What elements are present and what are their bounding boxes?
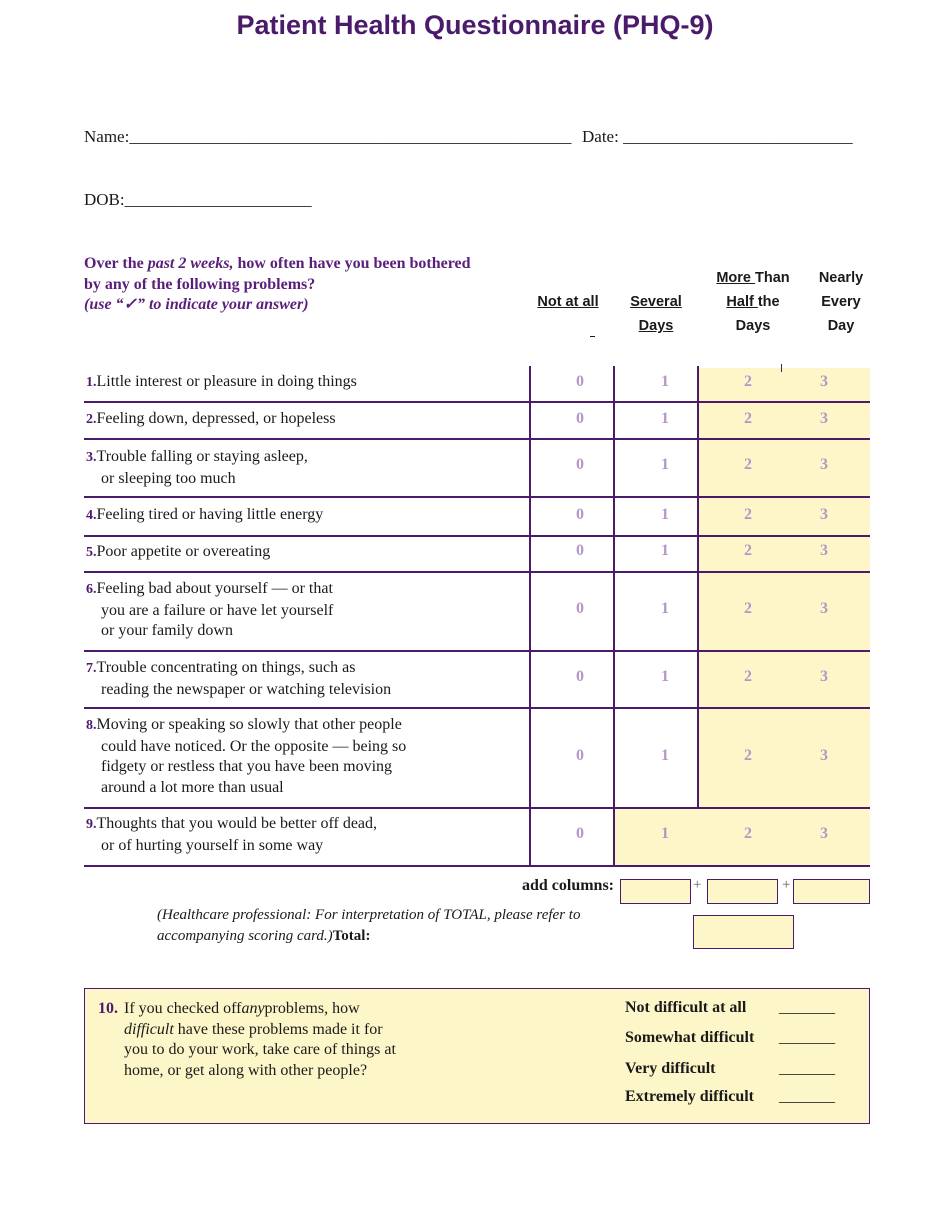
dob-field[interactable]: DOB:______________________ xyxy=(84,190,312,209)
score-option-3[interactable]: 3 xyxy=(820,747,828,764)
question-line: Thoughts that you would be better off dead, xyxy=(96,815,378,832)
score-option-0[interactable]: 0 xyxy=(576,747,584,764)
score-option-1[interactable]: 1 xyxy=(661,456,669,473)
row-divider xyxy=(84,865,870,867)
score-option-2[interactable]: 2 xyxy=(744,373,752,390)
question-line: Feeling down, depressed, or hopeless xyxy=(96,410,336,427)
column-header-nearly-every-day xyxy=(800,266,882,338)
question-number: 7. xyxy=(86,661,97,676)
question-number: 9. xyxy=(86,817,97,832)
column-tick xyxy=(781,364,782,372)
score-option-2[interactable]: 2 xyxy=(744,456,752,473)
question-number: 1. xyxy=(86,375,97,390)
question-text xyxy=(86,579,333,642)
row-divider xyxy=(84,535,870,537)
q10-answer-blank-2[interactable]: _______ xyxy=(779,1029,835,1046)
question-text xyxy=(86,658,391,700)
question-line: Trouble concentrating on things, such as xyxy=(96,659,356,676)
row-divider xyxy=(84,707,870,709)
column-label: Half xyxy=(726,294,758,310)
question-text xyxy=(86,542,270,564)
score-option-2[interactable]: 2 xyxy=(744,542,752,559)
question-line: fidgety or restless that you have been moving xyxy=(101,758,393,775)
column-label: Days xyxy=(638,318,674,334)
question-line: Little interest or pleasure in doing things xyxy=(96,373,357,390)
column-label: Not at all xyxy=(537,294,599,310)
row-divider xyxy=(84,807,870,809)
q10-option-extremely-difficult: Extremely difficult xyxy=(625,1088,755,1105)
q10-answer-blank-3[interactable]: _______ xyxy=(779,1060,835,1077)
question-line: could have noticed. Or the opposite — being so xyxy=(101,737,407,755)
score-option-1[interactable]: 1 xyxy=(661,668,669,685)
score-option-0[interactable]: 0 xyxy=(576,506,584,523)
score-option-2[interactable]: 2 xyxy=(744,506,752,523)
score-option-2[interactable]: 2 xyxy=(744,825,752,842)
question-10-text xyxy=(124,999,424,1081)
column-label: Day xyxy=(827,318,855,334)
score-option-3[interactable]: 3 xyxy=(820,456,828,473)
question-text xyxy=(86,715,406,798)
score-option-3[interactable]: 3 xyxy=(820,373,828,390)
question-line: Poor appetite or overeating xyxy=(96,543,271,560)
score-option-1[interactable]: 1 xyxy=(661,542,669,559)
score-option-1[interactable]: 1 xyxy=(661,747,669,764)
question-line: or sleeping too much xyxy=(101,469,236,487)
column-sum-box-3[interactable] xyxy=(793,879,870,904)
question-text xyxy=(86,814,377,856)
score-option-1[interactable]: 1 xyxy=(661,825,669,842)
question-line: or of hurting yourself in some way xyxy=(101,836,324,854)
question-number: 10. xyxy=(98,1000,118,1017)
instructions-text-2: how often have you been bothered by any of the following problems? xyxy=(84,255,471,293)
q10-text: home, or get along with other people? xyxy=(124,1061,368,1079)
row-divider xyxy=(84,401,870,403)
q10-answer-blank-1[interactable]: _______ xyxy=(779,999,835,1016)
question-line: Moving or speaking so slowly that other people xyxy=(96,716,402,733)
page-title: Patient Health Questionnaire (PHQ-9) xyxy=(236,10,714,40)
add-columns-label: add columns: xyxy=(521,877,614,894)
column-sum-box-1[interactable] xyxy=(620,879,691,904)
column-label: Several xyxy=(630,294,682,310)
q10-option-very-difficult: Very difficult xyxy=(625,1060,716,1077)
scoring-note xyxy=(157,905,627,946)
question-number: 3. xyxy=(86,450,97,465)
score-option-3[interactable]: 3 xyxy=(820,668,828,685)
column-label: Days xyxy=(735,318,771,334)
score-option-0[interactable]: 0 xyxy=(576,600,584,617)
question-number: 4. xyxy=(86,508,97,523)
score-option-1[interactable]: 1 xyxy=(661,506,669,523)
instructions-emphasis: past 2 weeks, xyxy=(147,255,234,272)
instructions-text: Over the xyxy=(84,255,148,272)
q10-answer-blank-4[interactable]: _______ xyxy=(779,1088,835,1105)
question-line: you are a failure or have let yourself xyxy=(101,601,334,619)
q10-text: problems, how xyxy=(264,1000,360,1017)
column-divider xyxy=(697,366,699,808)
plus-sign: + xyxy=(693,877,702,893)
column-header-several-days xyxy=(616,290,696,338)
name-field[interactable]: Name:____________________________________________________ xyxy=(84,127,572,146)
score-option-2[interactable]: 2 xyxy=(744,747,752,764)
score-option-3[interactable]: 3 xyxy=(820,542,828,559)
score-option-3[interactable]: 3 xyxy=(820,825,828,842)
highlight-cols-2-3 xyxy=(698,368,870,808)
q10-emphasis: difficult xyxy=(124,1020,174,1038)
score-option-1[interactable]: 1 xyxy=(661,410,669,427)
score-option-1[interactable]: 1 xyxy=(661,373,669,390)
q10-option-somewhat-difficult: Somewhat difficult xyxy=(625,1029,755,1046)
score-option-0[interactable]: 0 xyxy=(576,373,584,390)
score-option-0[interactable]: 0 xyxy=(576,410,584,427)
question-number: 2. xyxy=(86,412,97,427)
column-label: the xyxy=(757,294,780,310)
column-label: Every xyxy=(821,294,861,310)
question-text xyxy=(86,409,336,431)
score-option-3[interactable]: 3 xyxy=(820,600,828,617)
score-option-2[interactable]: 2 xyxy=(744,600,752,617)
q10-text: you to do your work, take care of things at xyxy=(124,1041,396,1058)
question-text xyxy=(86,372,357,394)
score-option-0[interactable]: 0 xyxy=(576,825,584,842)
question-text xyxy=(86,505,323,527)
q10-emphasis: any xyxy=(241,1000,265,1017)
question-text xyxy=(86,447,308,489)
question-line: Trouble falling or staying asleep, xyxy=(96,448,308,465)
instructions xyxy=(84,254,484,316)
question-line: Feeling bad about yourself — or that xyxy=(96,580,333,597)
underline-mark xyxy=(590,324,595,337)
q10-text: If you checked off xyxy=(124,1000,242,1017)
score-option-3[interactable]: 3 xyxy=(820,506,828,523)
question-10-number xyxy=(98,999,118,1020)
row-divider xyxy=(84,571,870,573)
score-option-1[interactable]: 1 xyxy=(661,600,669,617)
column-header-not-at-all xyxy=(528,290,608,314)
score-option-0[interactable]: 0 xyxy=(576,456,584,473)
question-number: 8. xyxy=(86,718,97,733)
row-divider xyxy=(84,438,870,440)
score-option-0[interactable]: 0 xyxy=(576,542,584,559)
total-label: Total: xyxy=(332,927,371,944)
total-score-box[interactable] xyxy=(693,915,794,949)
plus-sign: + xyxy=(782,877,791,893)
row-divider xyxy=(84,650,870,652)
question-number: 5. xyxy=(86,545,97,560)
question-line: Feeling tired or having little energy xyxy=(96,506,324,523)
row-divider xyxy=(84,496,870,498)
score-option-3[interactable]: 3 xyxy=(820,410,828,427)
question-line: or your family down xyxy=(101,622,233,639)
column-header-more-than-half xyxy=(706,266,800,338)
score-option-0[interactable]: 0 xyxy=(576,668,584,685)
q10-text: have these problems made it for xyxy=(173,1020,383,1038)
column-sum-box-2[interactable] xyxy=(707,879,778,904)
q10-option-not-difficult: Not difficult at all xyxy=(625,999,747,1016)
column-divider xyxy=(613,366,615,866)
score-option-2[interactable]: 2 xyxy=(744,668,752,685)
column-label: Nearly xyxy=(818,270,864,286)
column-label: Than xyxy=(755,270,790,286)
question-number: 6. xyxy=(86,582,97,597)
score-option-2[interactable]: 2 xyxy=(744,410,752,427)
scoring-note-text: (Healthcare professional: For interpretation of TOTAL, please refer to accompanying scoring card.) xyxy=(157,907,581,944)
column-label: More xyxy=(716,270,756,286)
date-field[interactable]: Date: ___________________________ xyxy=(582,127,853,146)
question-line: around a lot more than usual xyxy=(101,778,284,796)
question-line: reading the newspaper or watching television xyxy=(101,680,392,698)
instructions-hint: (use “✓” to indicate your answer) xyxy=(84,296,309,313)
column-divider xyxy=(529,366,531,866)
